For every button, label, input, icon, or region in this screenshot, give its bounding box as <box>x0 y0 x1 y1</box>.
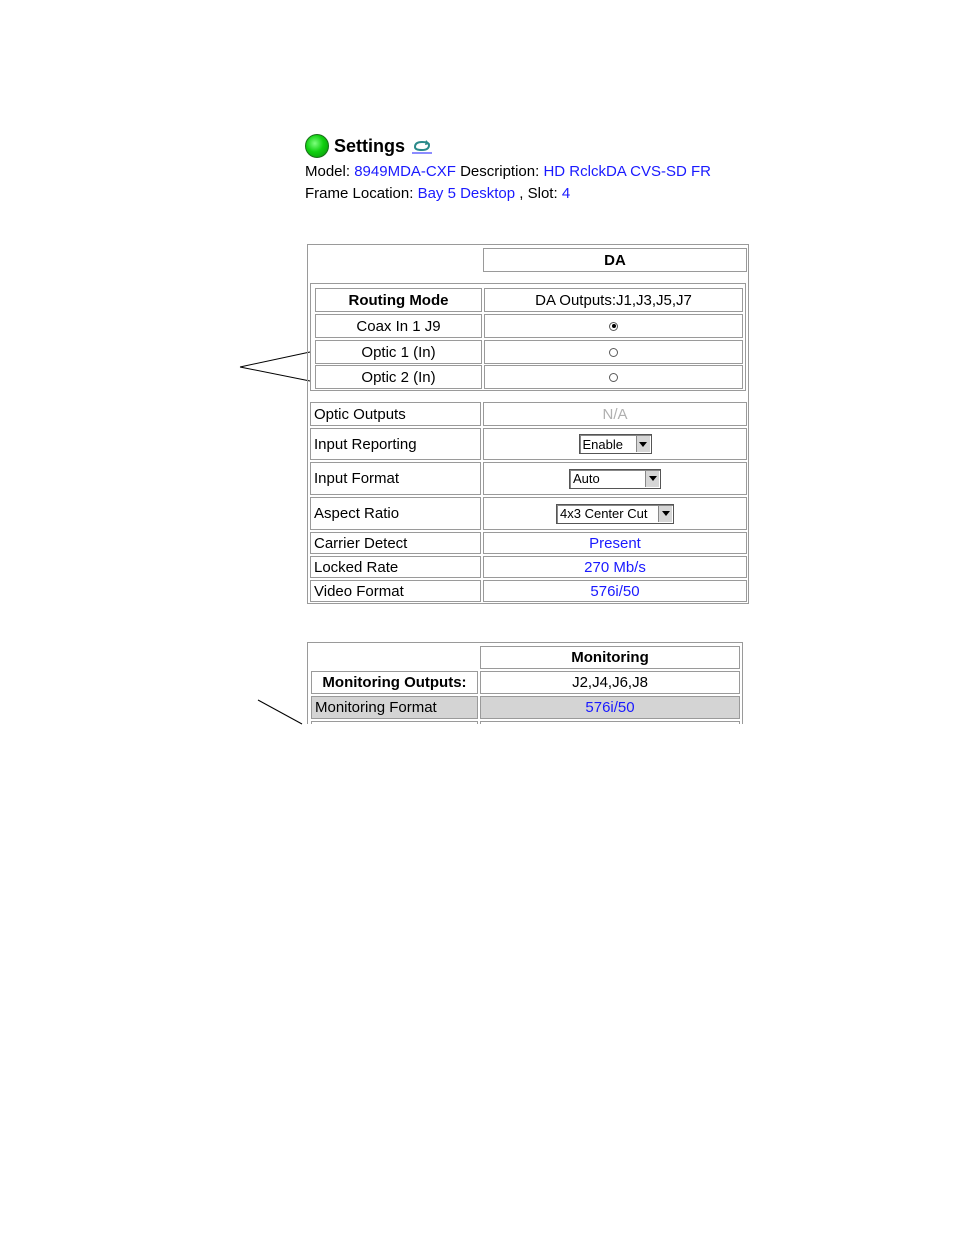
routing-option-coax-in-1-cell <box>484 314 743 338</box>
routing-option-optic-2-label: Optic 2 (In) <box>315 365 482 389</box>
description-label: Description: <box>460 163 540 180</box>
routing-radio-optic-1[interactable] <box>609 348 618 357</box>
routing-radio-coax-in-1[interactable] <box>609 322 618 331</box>
input-reporting-select-value: Enable <box>582 436 623 452</box>
input-reporting-select[interactable] <box>579 434 652 454</box>
frame-location-line <box>305 183 765 205</box>
slot-value: 4 <box>561 185 571 202</box>
monitoring-format-value: 576i/50 <box>480 696 740 719</box>
model-value: 8949MDA-CXF <box>354 163 456 180</box>
routing-radio-optic-2[interactable] <box>609 373 618 382</box>
chevron-down-icon[interactable] <box>636 436 650 452</box>
aspect-ratio-label: Aspect Ratio <box>310 497 481 530</box>
monitoring-table <box>307 642 743 724</box>
page-title: Settings <box>334 135 406 156</box>
video-format-value: 576i/50 <box>483 580 747 602</box>
slot-label: , Slot: <box>519 185 558 202</box>
model-label: Model: <box>305 163 351 180</box>
monitoring-column-header: Monitoring <box>480 646 740 669</box>
status-light-icon <box>305 134 329 158</box>
locked-rate-label: Locked Rate <box>310 556 481 578</box>
carrier-detect-label: Carrier Detect <box>310 532 481 554</box>
frame-location-value[interactable]: Bay 5 Desktop <box>417 185 516 202</box>
video-format-label: Video Format <box>310 580 481 602</box>
da-column-header: DA <box>483 248 747 272</box>
optic-outputs-label: Optic Outputs <box>310 402 481 426</box>
title-row <box>305 131 765 161</box>
aspect-ratio-select[interactable] <box>556 504 674 524</box>
optic-outputs-value: N/A <box>483 402 747 426</box>
aspect-ratio-cell <box>483 497 747 530</box>
monitoring-outputs-value: J2,J4,J6,J8 <box>480 671 740 694</box>
input-format-cell <box>483 462 747 495</box>
input-format-select[interactable] <box>569 469 661 489</box>
callout-line-routing-top <box>240 352 310 367</box>
routing-option-coax-in-1-label: Coax In 1 J9 <box>315 314 482 338</box>
routing-option-optic-1-label: Optic 1 (In) <box>315 340 482 364</box>
monitoring-next-row-label <box>311 721 478 724</box>
callout-line-routing-bottom <box>240 367 310 381</box>
settings-header <box>305 131 765 205</box>
routing-mode-group <box>310 283 746 391</box>
monitoring-next-row-value <box>480 721 740 724</box>
aspect-ratio-select-value: 4x3 Center Cut <box>560 506 648 521</box>
input-reporting-label: Input Reporting <box>310 428 481 460</box>
refresh-icon[interactable] <box>411 138 433 154</box>
locked-rate-value: 270 Mb/s <box>483 556 747 578</box>
monitoring-format-label: Monitoring Format <box>311 696 478 719</box>
da-settings-table <box>307 244 749 604</box>
chevron-down-icon[interactable] <box>645 471 659 487</box>
frame-location-label: Frame Location: <box>305 185 414 202</box>
carrier-detect-value: Present <box>483 532 747 554</box>
description-value: HD RclckDA CVS-SD FR <box>543 163 711 180</box>
input-reporting-cell <box>483 428 747 460</box>
routing-option-optic-2-cell <box>484 365 743 389</box>
da-outputs-label: DA Outputs:J1,J3,J5,J7 <box>484 288 743 312</box>
input-format-select-value: Auto <box>573 471 600 486</box>
chevron-down-icon[interactable] <box>658 506 672 522</box>
routing-mode-label: Routing Mode <box>315 288 482 312</box>
routing-option-optic-1-cell <box>484 340 743 364</box>
model-line <box>305 161 765 183</box>
input-format-label: Input Format <box>310 462 481 495</box>
callout-line-monitoring <box>258 700 302 724</box>
monitoring-outputs-label: Monitoring Outputs: <box>311 671 478 694</box>
